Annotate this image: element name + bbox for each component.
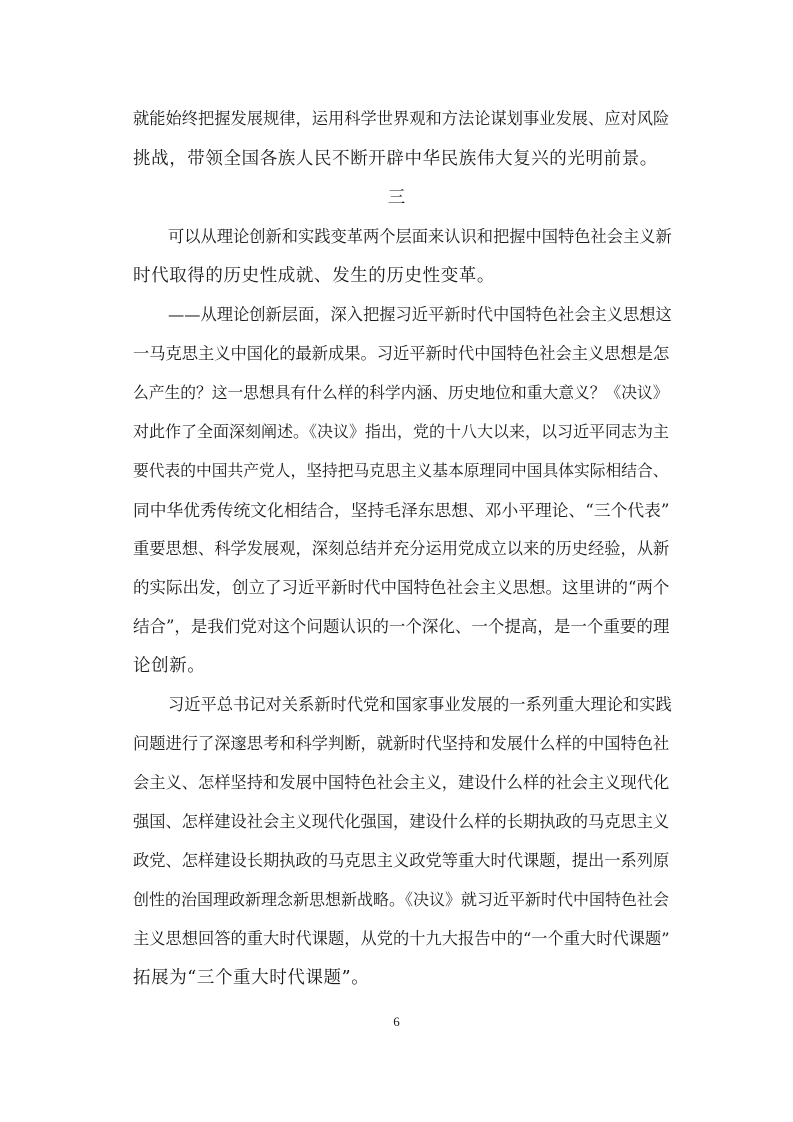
text-line: 一马克思主义中国化的最新成果。习近平新时代中国特色社会主义思想是怎 <box>133 344 670 363</box>
text-line: 拓展为“三个重大时代课题”。 <box>133 968 370 988</box>
text-line: 对此作了全面深刻阐述。《决议》指出，党的十八大以来，以习近平同志为主 <box>133 422 670 441</box>
text-line: 强国、怎样建设社会主义现代化强国，建设什么样的长期执政的马克思主义 <box>133 812 670 831</box>
page-number: 6 <box>393 1014 400 1029</box>
text-line: 会主义、怎样坚持和发展中国特色社会主义，建设什么样的社会主义现代化 <box>133 773 670 792</box>
text-line: 时代取得的历史性成就、发生的历史性变革。 <box>133 266 495 286</box>
text-line: 要代表的中国共产党人，坚持把马克思主义基本原理同中国具体实际相结合、 <box>133 461 669 480</box>
text-line: 的实际出发，创立了习近平新时代中国特色社会主义思想。这里讲的“两个 <box>133 578 670 597</box>
text-line: 结合”，是我们党对这个问题认识的一个深化、一个提高，是一个重要的理 <box>133 617 670 636</box>
text-line: 就能始终把握发展规律，运用科学世界观和方法论谋划事业发展、应对风险 <box>133 109 670 128</box>
text-line: 政党、怎样建设长期执政的马克思主义政党等重大时代课题，提出一系列原 <box>133 851 670 870</box>
text-line: 可以从理论创新和实践变革两个层面来认识和把握中国特色社会主义新 <box>168 227 672 246</box>
text-line: 主义思想回答的重大时代课题，从党的十九大报告中的“一个重大时代课题” <box>133 929 670 948</box>
text-line: 创性的治国理政新理念新思想新战略。《决议》就习近平新时代中国特色社会 <box>133 890 670 909</box>
text-line: 么产生的？这一思想具有什么样的科学内涵、历史地位和重大意义？《决议》 <box>133 383 669 402</box>
text-line: ——从理论创新层面，深入把握习近平新时代中国特色社会主义思想这 <box>168 305 672 324</box>
section-number: 三 <box>387 188 406 208</box>
text-line: 挑战，带领全国各族人民不断开辟中华民族伟大复兴的光明前景。 <box>133 149 658 169</box>
text-line: 同中华优秀传统文化相结合，坚持毛泽东思想、邓小平理论、“三个代表” <box>133 500 670 520</box>
text-line: 问题进行了深邃思考和科学判断，就新时代坚持和发展什么样的中国特色社 <box>133 734 670 753</box>
text-line: 论创新。 <box>133 656 206 676</box>
text-line: 重要思想、科学发展观，深刻总结并充分运用党成立以来的历史经验，从新 <box>133 539 670 558</box>
text-line: 习近平总书记对关系新时代党和国家事业发展的一系列重大理论和实践 <box>168 695 672 714</box>
